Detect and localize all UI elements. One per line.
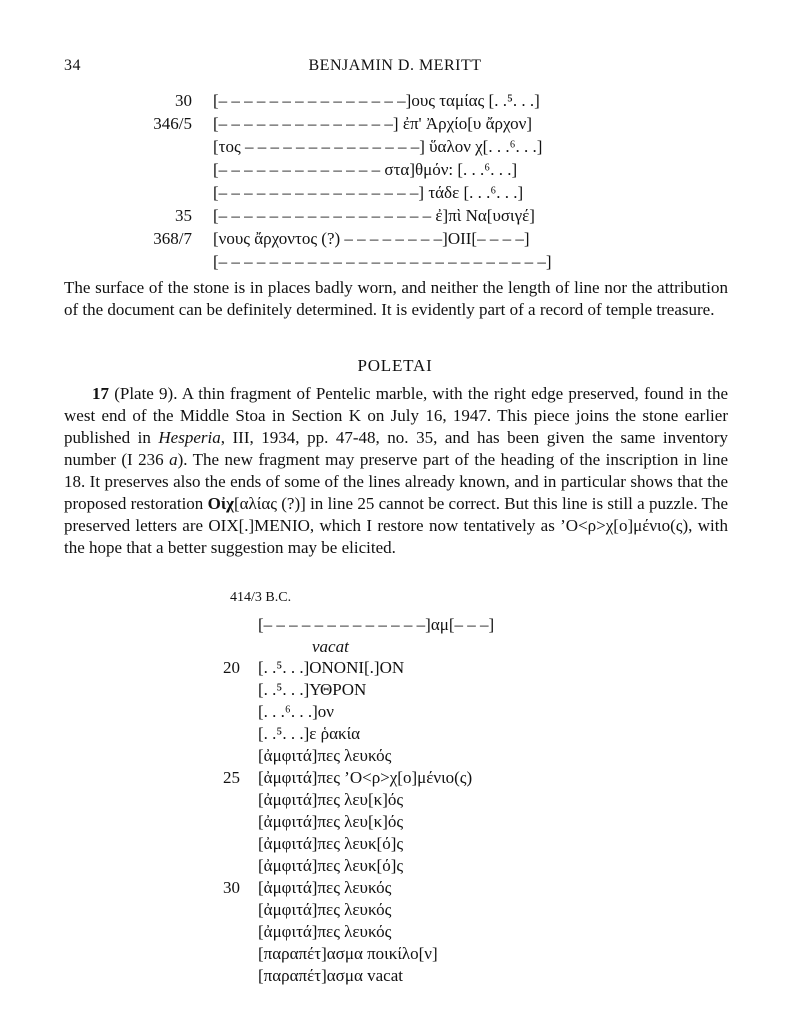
inscription-line: [ἀμφιτά]πες λευκ[ό]ς [258,834,404,853]
inscription-line: [. .⁵. . .]ΟΝΟΝΙ[.]ΟΝ [258,658,405,677]
inscription-line: [ἀμφιτά]πες λευκός [258,746,392,765]
inscription-line: [– – – – – – – – – – – – –]αμ[– – –] [258,615,495,634]
running-header [64,57,726,79]
inscription-line: [. .⁵. . .]ε ῥακία [258,724,361,743]
inscription-line: [. . .⁶. . .]ον [258,702,334,721]
entry-number: 17 [92,384,109,403]
line-number: 30 [223,878,240,897]
inscription-line: [ἀμφιτά]πες ’Ο<ρ>χ[ο]μένιο(ς) [258,768,473,787]
paragraph-temple-treasure [64,277,728,321]
inscription-line: [παραπέτ]ασμα ποικίλο[ν] [258,944,438,963]
inventory-letter: a [169,450,178,469]
section-title: POLETAI [357,356,433,375]
journal-name: Hesperia [158,428,221,447]
inscription-line: [ἀμφιτά]πες λευκός [258,922,392,941]
paragraph-text: (Plate 9). A thin fragment of Pentelic marble, with the right edge preserved, found in the west end of the Middle Stoa in Section K on July 16, 1947. This piece joins the stone earlier published in [64,384,728,447]
line-number [140,136,192,158]
date-label: 414/3 B.C. [230,590,292,605]
paragraph-entry-17 [64,383,728,559]
inscription-line: [ἀμφιτά]πες λευκός [258,878,392,897]
inscription-line: [. .⁵. . .]ΥΘΡΟΝ [258,680,367,699]
line-number: 346/5 [153,114,192,133]
line-number [140,251,192,273]
line-number: 30 [175,91,192,110]
inscription-line: [ἀμφιτά]πες λευκός [258,900,392,919]
line-number: 25 [223,768,240,787]
paragraph-text: , III, 1934, pp. 47-48, no. 35, and has been given the same inventory number (I 236 [64,428,728,469]
inscription-line: [τος – – – – – – – – – – – – – –] ὕαλον χ[. . .⁶. . .] [213,137,543,156]
paragraph-text: [αλίας (?)] in line 25 cannot be correct. But this line is still a puzzle. The preserved letters are ΟΙΧ[.]ΜΕΝΙΟ, which I restore now tentatively as ’Ο<ρ>χ[ο]μένιο(ς), with the hope that a better suggestion may be elicited. [64,494,728,557]
vacat-label: vacat [312,637,349,656]
line-number: 20 [223,658,240,677]
line-number [140,159,192,181]
inscription-line: [– – – – – – – – – – – – – – –]ους ταμίας [. .⁵. . .] [213,91,540,110]
inscription-line: [– – – – – – – – – – – – – στα]θμόν: [. . .⁶. . .] [213,160,518,179]
page-number: 34 [64,57,81,74]
inscription-line: [ἀμφιτά]πες λευ[κ]ός [258,812,404,831]
restoration-word: Οἰχ [207,494,234,513]
inscription-line: [– – – – – – – – – – – – – – – – – ἐ]πὶ Να[υσιγέ] [213,206,535,225]
paragraph-text: The surface of the stone is in places badly worn, and neither the length of line nor the attribution of the document can be definitely determined. It is evidently part of a record of temple treasure. [64,278,728,319]
inscription-line: [– – – – – – – – – – – – – – – – – – – – – – – – – –] [213,252,552,271]
inscription-line: [– – – – – – – – – – – – – – – –] τάδε [. . .⁶. . .] [213,183,524,202]
line-number: 35 [175,206,192,225]
line-number: 368/7 [153,229,192,248]
inscription-line: [παραπέτ]ασμα vacat [258,966,403,985]
inscription-line: [ἀμφιτά]πες λευκ[ό]ς [258,856,404,875]
inscription-line: [– – – – – – – – – – – – – –] ἐπ' Ἀρχίο[υ ἄρχον] [213,114,532,133]
paragraph-text: ). The new fragment may preserve part of the heading of the inscription in line 18. It preserves also the ends of some of the lines already known, and in particular shows that the proposed restoration [64,450,728,513]
inscription-line: [ἀμφιτά]πες λευ[κ]ός [258,790,404,809]
inscription-line: [νους ἄρχοντος (?) – – – – – – – –]ΟΙΙ[– – – –] [213,229,530,248]
running-author: BENJAMIN D. MERITT [308,57,482,74]
line-number [140,182,192,204]
